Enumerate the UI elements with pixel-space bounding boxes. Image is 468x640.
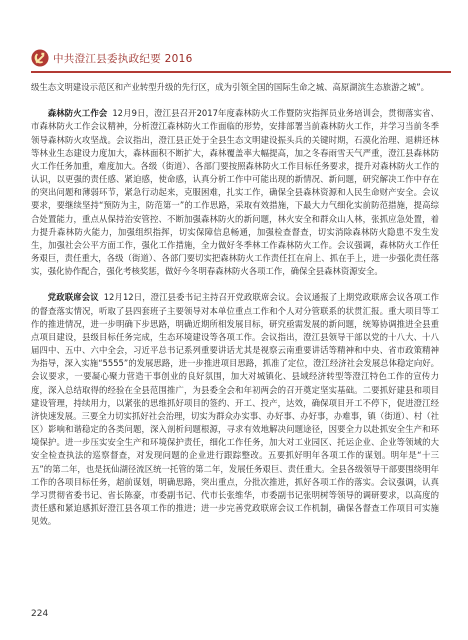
paragraph-text: 12月12日，澄江县委书记主持召开党政联席会议。会议通报了上期党政联席会议各项工作的督查落实情况，听取了县四套班子主要领导对本单位重点工作和个人对分管联系的状贯汇报。重大项目等工作的推进情况，进一步明确下步思路，明确近期所相发展目标，研究亟需发展的新问题，统筹协调推进全县重点项目建设，县级目标任务完成，生态环境建设等各项工作。会议指出，澄江县领导干部以党的十八大、十八届四中、五中、六中全会，习近平总书记系列重要讲话尤其是视察云南重要讲话等精神和中央、省市政策精神为指导，深入实施“5555”的发展思路，进一步推进项目思路，抓准了定位，澄江经济社会发展总体稳定向好。会议要求，一要凝心聚力营造干事创业的良好氛围，加大对城镇化、县域经济转型等澄江特色工作的宣传力度，深入总结取得的经验在全县范围推广，为县委全会和年初两会的召开奠定坚实基础。二要抓好建县和项目建设管理，持续用力，以紧张的思维抓好项目的签约、开工、投产，达效，确保项目开工不停下，促进澄江经济快速发展。三要全力切实抓好社会治理，切实为群众办实事、办好事、办好事，办难事，镇（街道）、村（社区）影响和谐稳定的各类问题，深入剖析问题根源，寻求有效地解决问题途径，因要全力以赴抓安全生产和环境保护。进一步压实安全生产和环境保护责任，细化工作任务，加大对工业园区、托运企业、企业等领域的大安全检查执法的巡察督查，对发现问题的企业进行跟踪整改。五要抓好明年各项工作的谋划。明年是“十三五”的第二年，也是抚仙湖径流区统一托管的第二年，发展任务艰巨、责任重大。全县各级领导干部要围绕明年工作的各项目标任务，超前谋划，明确思路，突出重点，分批次推进，抓好各项工作的落实。会议强调，认真学习贯彻省委书记、省长陈豪，市委副书记、代市长张维华，市委副书记张明树等领导的调研要求，以高度的责任感和紧迫感抓好澄江县各项工作的推进；进一步完善党政联席会议工作机制，确保各督查工作项目可实施见效。 — [31, 292, 440, 527]
paragraph-continued — [31, 81, 439, 94]
running-header — [31, 49, 451, 73]
paragraph-heading: 森林防火工作会 — [47, 108, 108, 119]
paragraph-joint-meeting — [31, 291, 439, 528]
document-body — [31, 81, 439, 541]
header-rule — [31, 71, 451, 73]
paragraph-heading: 党政联席会议 — [47, 292, 99, 303]
page-number: 224 — [31, 609, 49, 619]
paragraph-forest-fire-meeting — [31, 107, 439, 278]
header-title: 中共澄江县委执政纪要 2016 — [53, 53, 193, 65]
paragraph-text: 级生态文明建设示范区和产业转型升级的先行区，成为引领全国的国际生命之城、高原湖滨生态旅游之城”。 — [31, 82, 429, 92]
party-emblem-icon — [31, 49, 49, 67]
paragraph-text: 12月9日，澄江县召开2017年度森林防火工作暨防灾指挥员业务培训会，贯彻落实省、市森林防火工作会议精神，分析澄江森林防火工作面临的形势，安排部署当前森林防火工作，并学习当前冬季领导森林防火攻坚战。会议指出，澄江县正处于全县生态文明建设振头兵的关键时期，石漠化治理、退耕还林等林业生态建设力度加大，森林面积不断扩大，森林覆盖率大幅提高，加之冬春雨雪天气严重，澄江县森林防火工作任务加重，难度加大。各级（街道）、各部门要按照森林防火工作目标任务要求，提升对森林防火工作的认识，以更强的责任感、紧迫感，使命感，认真分析工作中可能出现的新情况、新问题，研究解决工作中存在的突出问题和薄弱环节，紧急行动起来，克服困难，扎实工作，确保全县森林资源和人民生命财产安全。会议要求，要继续坚持“预防为主，防范第一”的工作思路，采取有效措施，下最大力气细化实前防范措施，提高综合处置能力，重点从保持治安管控、不断加强森林防火的新问题，林火安全和群众山人林，张抓应急处置，着力提升森林防火能力，加强组织指挥，切实保障信息畅通，加强检查督查，切实消除森林防火隐患不发生发生，加强社会公平方面工作，强化工作措施，全力做好冬季林工作森林防火工作。会议强调，森林防火工作任务艰巨，责任重大，各级（街道）、各部门要切实把森林防火工作责任扛在肩上、抓在手上，进一步强化责任落实，强化协作配合，强化考核奖惩，做好今冬明春森林防火各项工作，确保全县森林资源安全。 — [31, 108, 440, 277]
